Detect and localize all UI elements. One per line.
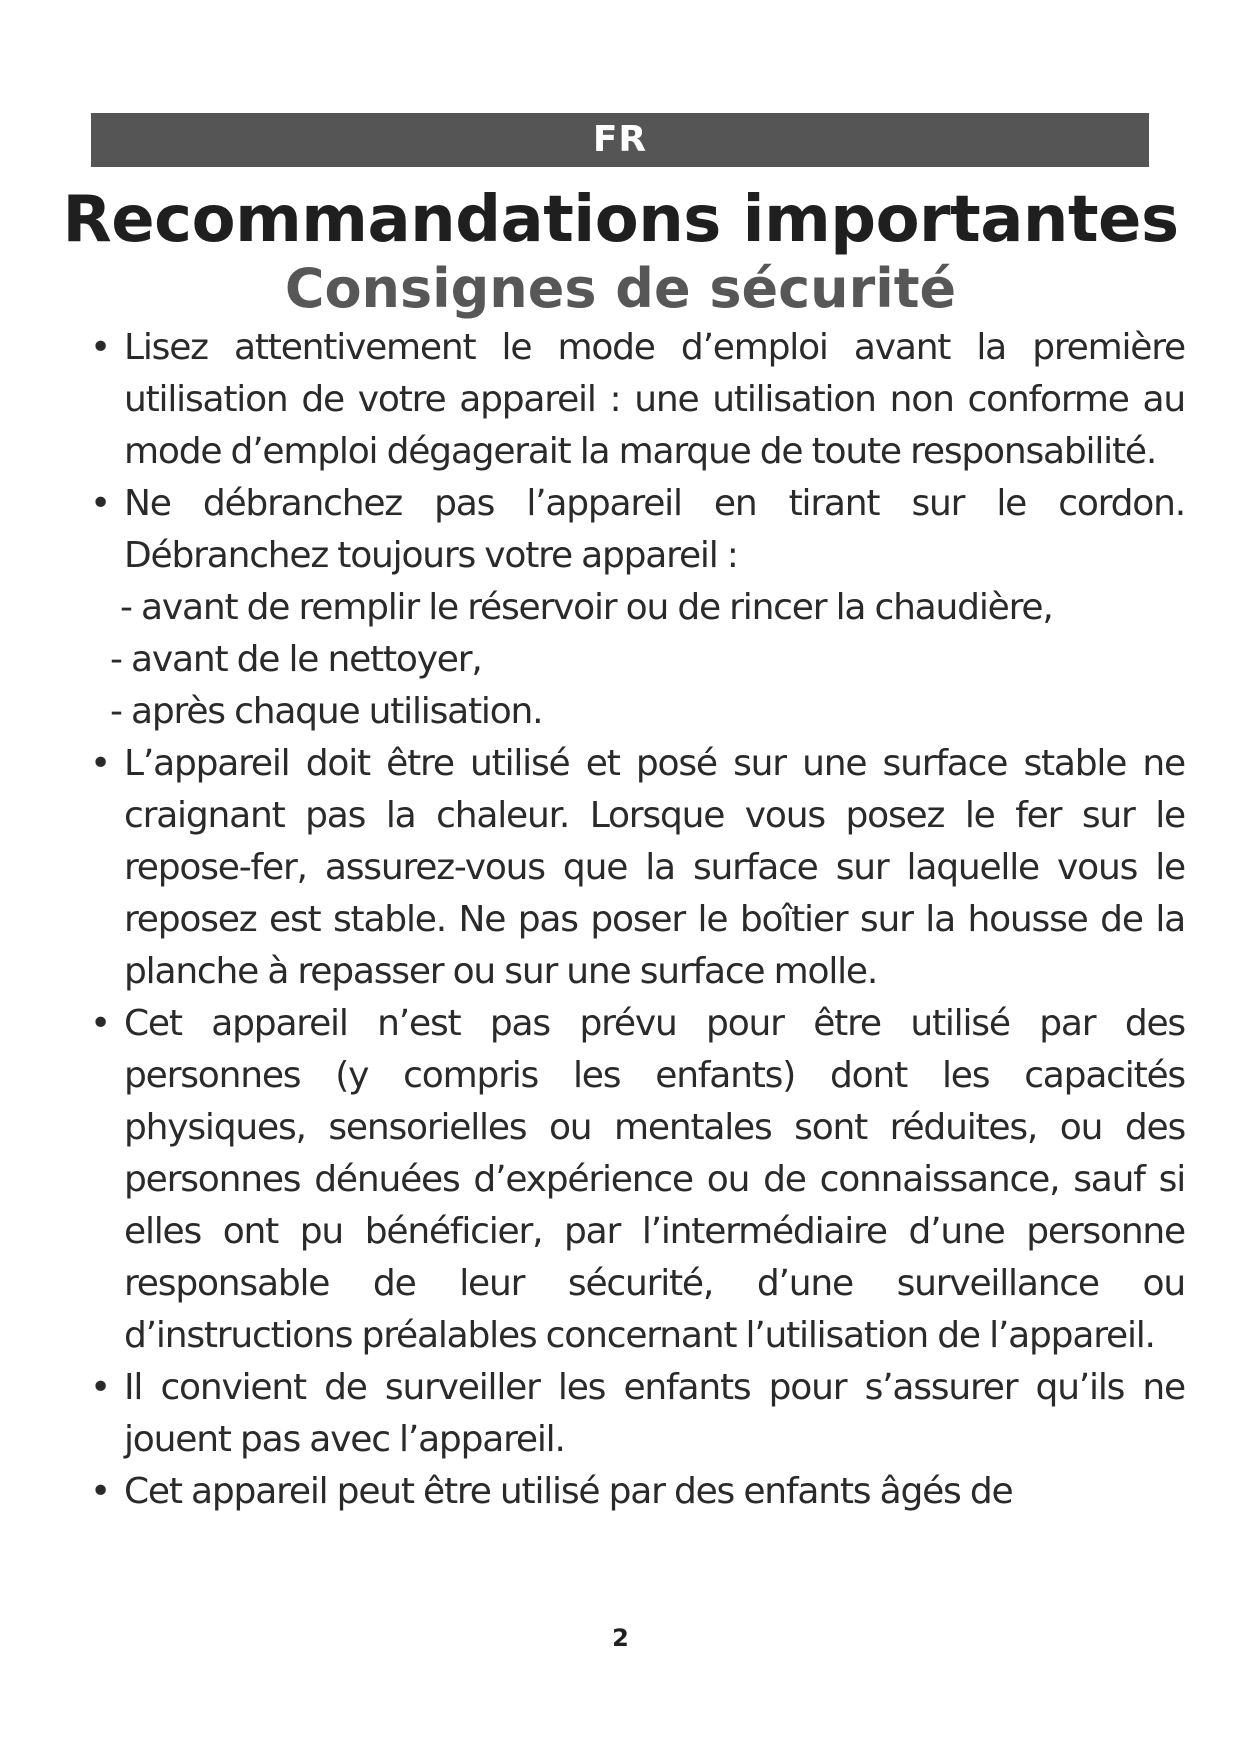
page-subtitle: Consignes de sécurité [284,257,957,320]
list-item [90,998,1185,1362]
sub-list-item: - avant de le nettoyer, [110,639,482,680]
language-bar: FR [91,113,1149,167]
page-title: Recommandations importantes [62,183,1179,257]
bullet-icon: • [90,1003,111,1044]
list-item [90,322,1185,478]
list-item-text: Cet appareil n’est pas prévu pour être utilisé par des personnes (y compris les enfants) dont les capacités physiques, sensorielles ou mentales sont réduites, ou des personnes dénuées d’expérience ou de connaissance, sauf si elles ont pu bénéficier, par l’intermédiaire d’une personne responsable de leur sécurité, d’une surveillance ou d’instructions préalables concernant l’utilisation de l’appareil. [124,1003,1185,1356]
bullet-icon: • [90,743,111,784]
list-item-text: Ne débranchez pas l’appareil en tirant sur le cordon. Débranchez toujours votre appareil : [124,483,1185,576]
bullet-icon: • [90,1367,111,1408]
sub-list-item: - après chaque utilisation. [110,691,543,732]
list-item [90,1466,1185,1518]
bullet-icon: • [90,1471,111,1512]
sub-list-item: - avant de remplir le réservoir ou de rincer la chaudière, [120,587,1053,628]
list-item [90,738,1185,998]
list-item-text: L’appareil doit être utilisé et posé sur une surface stable ne craignant pas la chaleur. Lorsque vous posez le fer sur le repose-fer, assurez-vous que la surface sur laquelle vous le reposez est stable. Ne pas poser le boîtier sur la housse de la planche à repasser ou sur une surface molle. [124,743,1185,992]
bullet-icon: • [90,483,111,524]
list-item-text: Lisez attentivement le mode d’emploi avant la première utilisation de votre appareil : une utilisation non conforme au mode d’emploi dégagerait la marque de toute responsabilité. [124,327,1185,472]
bullet-icon: • [90,327,111,368]
list-item-text: Cet appareil peut être utilisé par des enfants âgés de [124,1471,1013,1512]
list-item-text: Il convient de surveiller les enfants pour s’assurer qu’ils ne jouent pas avec l’appareil. [124,1367,1185,1460]
page-number: 2 [612,1624,629,1652]
list-item [90,478,1185,582]
safety-instructions [90,322,1185,1518]
list-item [90,1362,1185,1466]
